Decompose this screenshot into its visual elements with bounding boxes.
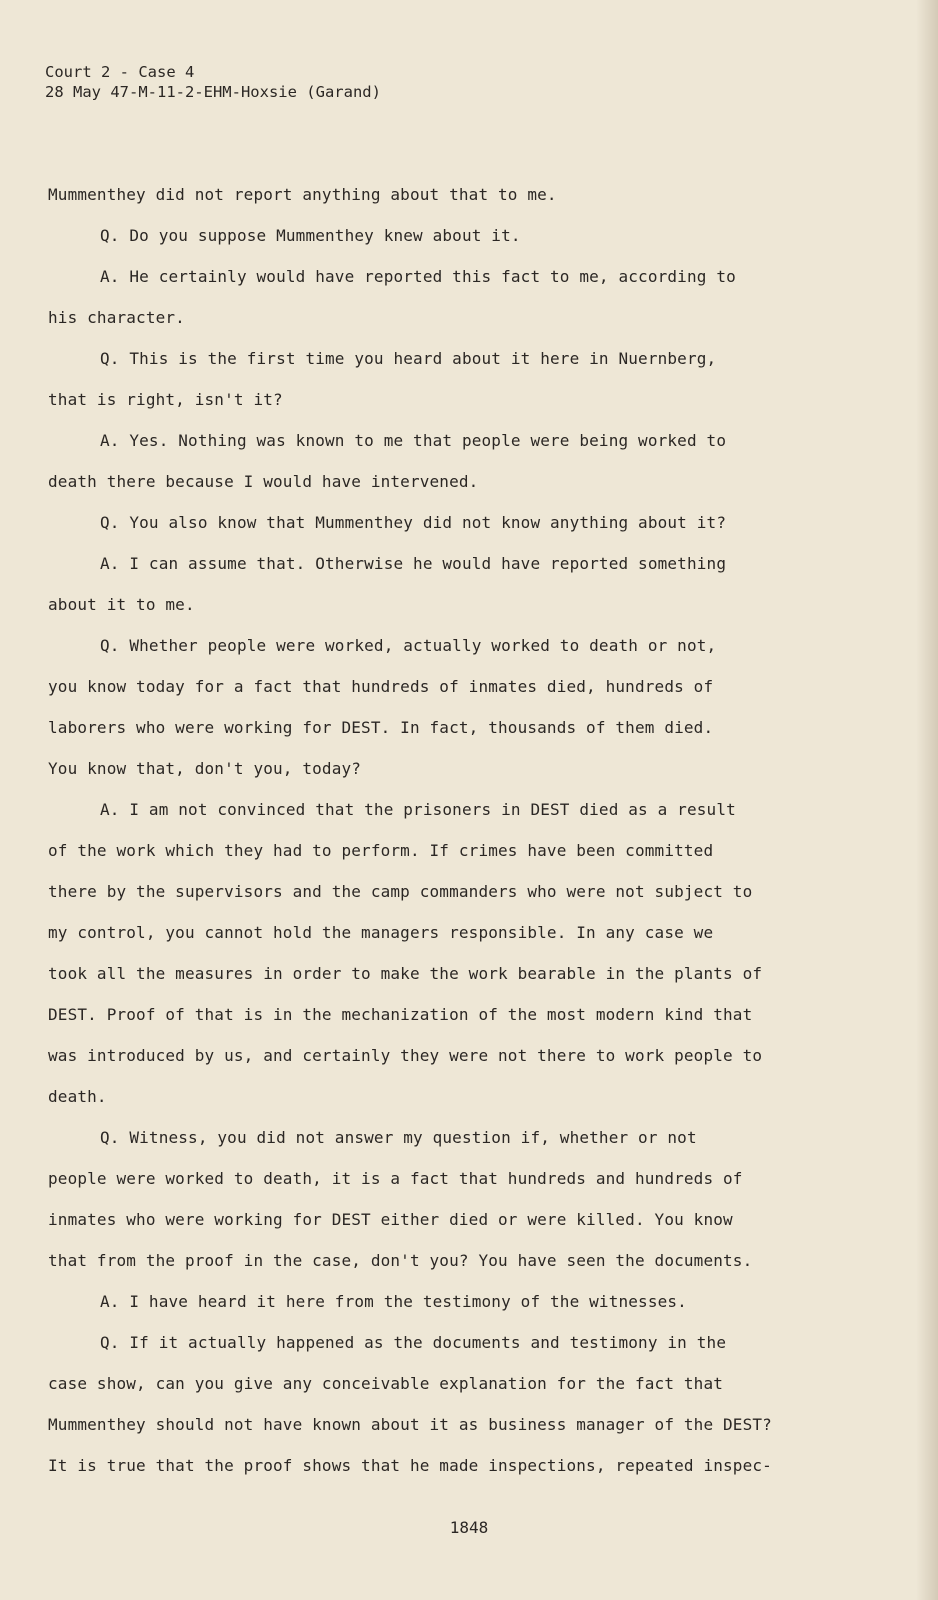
transcript-line: that is right, isn't it? — [48, 390, 283, 409]
transcript-line: Q. If it actually happened as the documents and testimony in the — [100, 1333, 727, 1352]
transcript-line: Q. Whether people were worked, actually worked to death or not, — [100, 636, 717, 655]
transcript-line: A. I have heard it here from the testimony of the witnesses. — [100, 1292, 687, 1311]
transcript-line: A. He certainly would have reported this fact to me, according to — [100, 267, 736, 286]
transcript-line: Mummenthey did not report anything about that to me. — [48, 185, 557, 204]
transcript-line: Q. This is the first time you heard about it here in Nuernberg, — [100, 349, 717, 368]
transcript-line: his character. — [48, 308, 185, 327]
transcript-line: A. Yes. Nothing was known to me that people were being worked to — [100, 431, 727, 450]
transcript-line: DEST. Proof of that is in the mechanization of the most modern kind that — [48, 1005, 753, 1024]
transcript-line: It is true that the proof shows that he made inspections, repeated inspec- — [48, 1456, 772, 1475]
transcript-line: inmates who were working for DEST either died or were killed. You know — [48, 1210, 733, 1229]
transcript-line: A. I can assume that. Otherwise he would have reported something — [100, 554, 727, 573]
transcript-line: you know today for a fact that hundreds of inmates died, hundreds of — [48, 677, 714, 696]
transcript-line: Q. Do you suppose Mummenthey knew about it. — [100, 226, 521, 245]
transcript-line: A. I am not convinced that the prisoners in DEST died as a result — [100, 800, 736, 819]
transcript-line: death there because I would have intervened. — [48, 472, 479, 491]
transcript-line: that from the proof in the case, don't you? You have seen the documents. — [48, 1251, 753, 1270]
page-number: 1848 — [449, 1518, 489, 1537]
transcript-line: case show, can you give any conceivable explanation for the fact that — [48, 1374, 724, 1393]
paper-edge-shadow — [916, 0, 938, 1600]
transcript-line: my control, you cannot hold the managers responsible. In any case we — [48, 923, 714, 942]
document-header — [45, 62, 381, 102]
transcript-line: was introduced by us, and certainly they were not there to work people to — [48, 1046, 763, 1065]
session-line: 28 May 47-M-11-2-EHM-Hoxsie (Garand) — [45, 83, 381, 101]
transcript-line: Q. Witness, you did not answer my question if, whether or not — [100, 1128, 697, 1147]
transcript-line: Q. You also know that Mummenthey did not know anything about it? — [100, 513, 727, 532]
transcript-line: about it to me. — [48, 595, 195, 614]
transcript-line: You know that, don't you, today? — [48, 759, 362, 778]
transcript-line: death. — [48, 1087, 107, 1106]
transcript-body — [48, 174, 878, 1486]
transcript-line: people were worked to death, it is a fact that hundreds and hundreds of — [48, 1169, 743, 1188]
transcript-line: took all the measures in order to make the work bearable in the plants of — [48, 964, 763, 983]
court-case-line: Court 2 - Case 4 — [45, 63, 195, 81]
transcript-line: of the work which they had to perform. If crimes have been committed — [48, 841, 714, 860]
transcript-line: Mummenthey should not have known about it as business manager of the DEST? — [48, 1415, 772, 1434]
transcript-line: there by the supervisors and the camp commanders who were not subject to — [48, 882, 753, 901]
transcript-line: laborers who were working for DEST. In fact, thousands of them died. — [48, 718, 714, 737]
